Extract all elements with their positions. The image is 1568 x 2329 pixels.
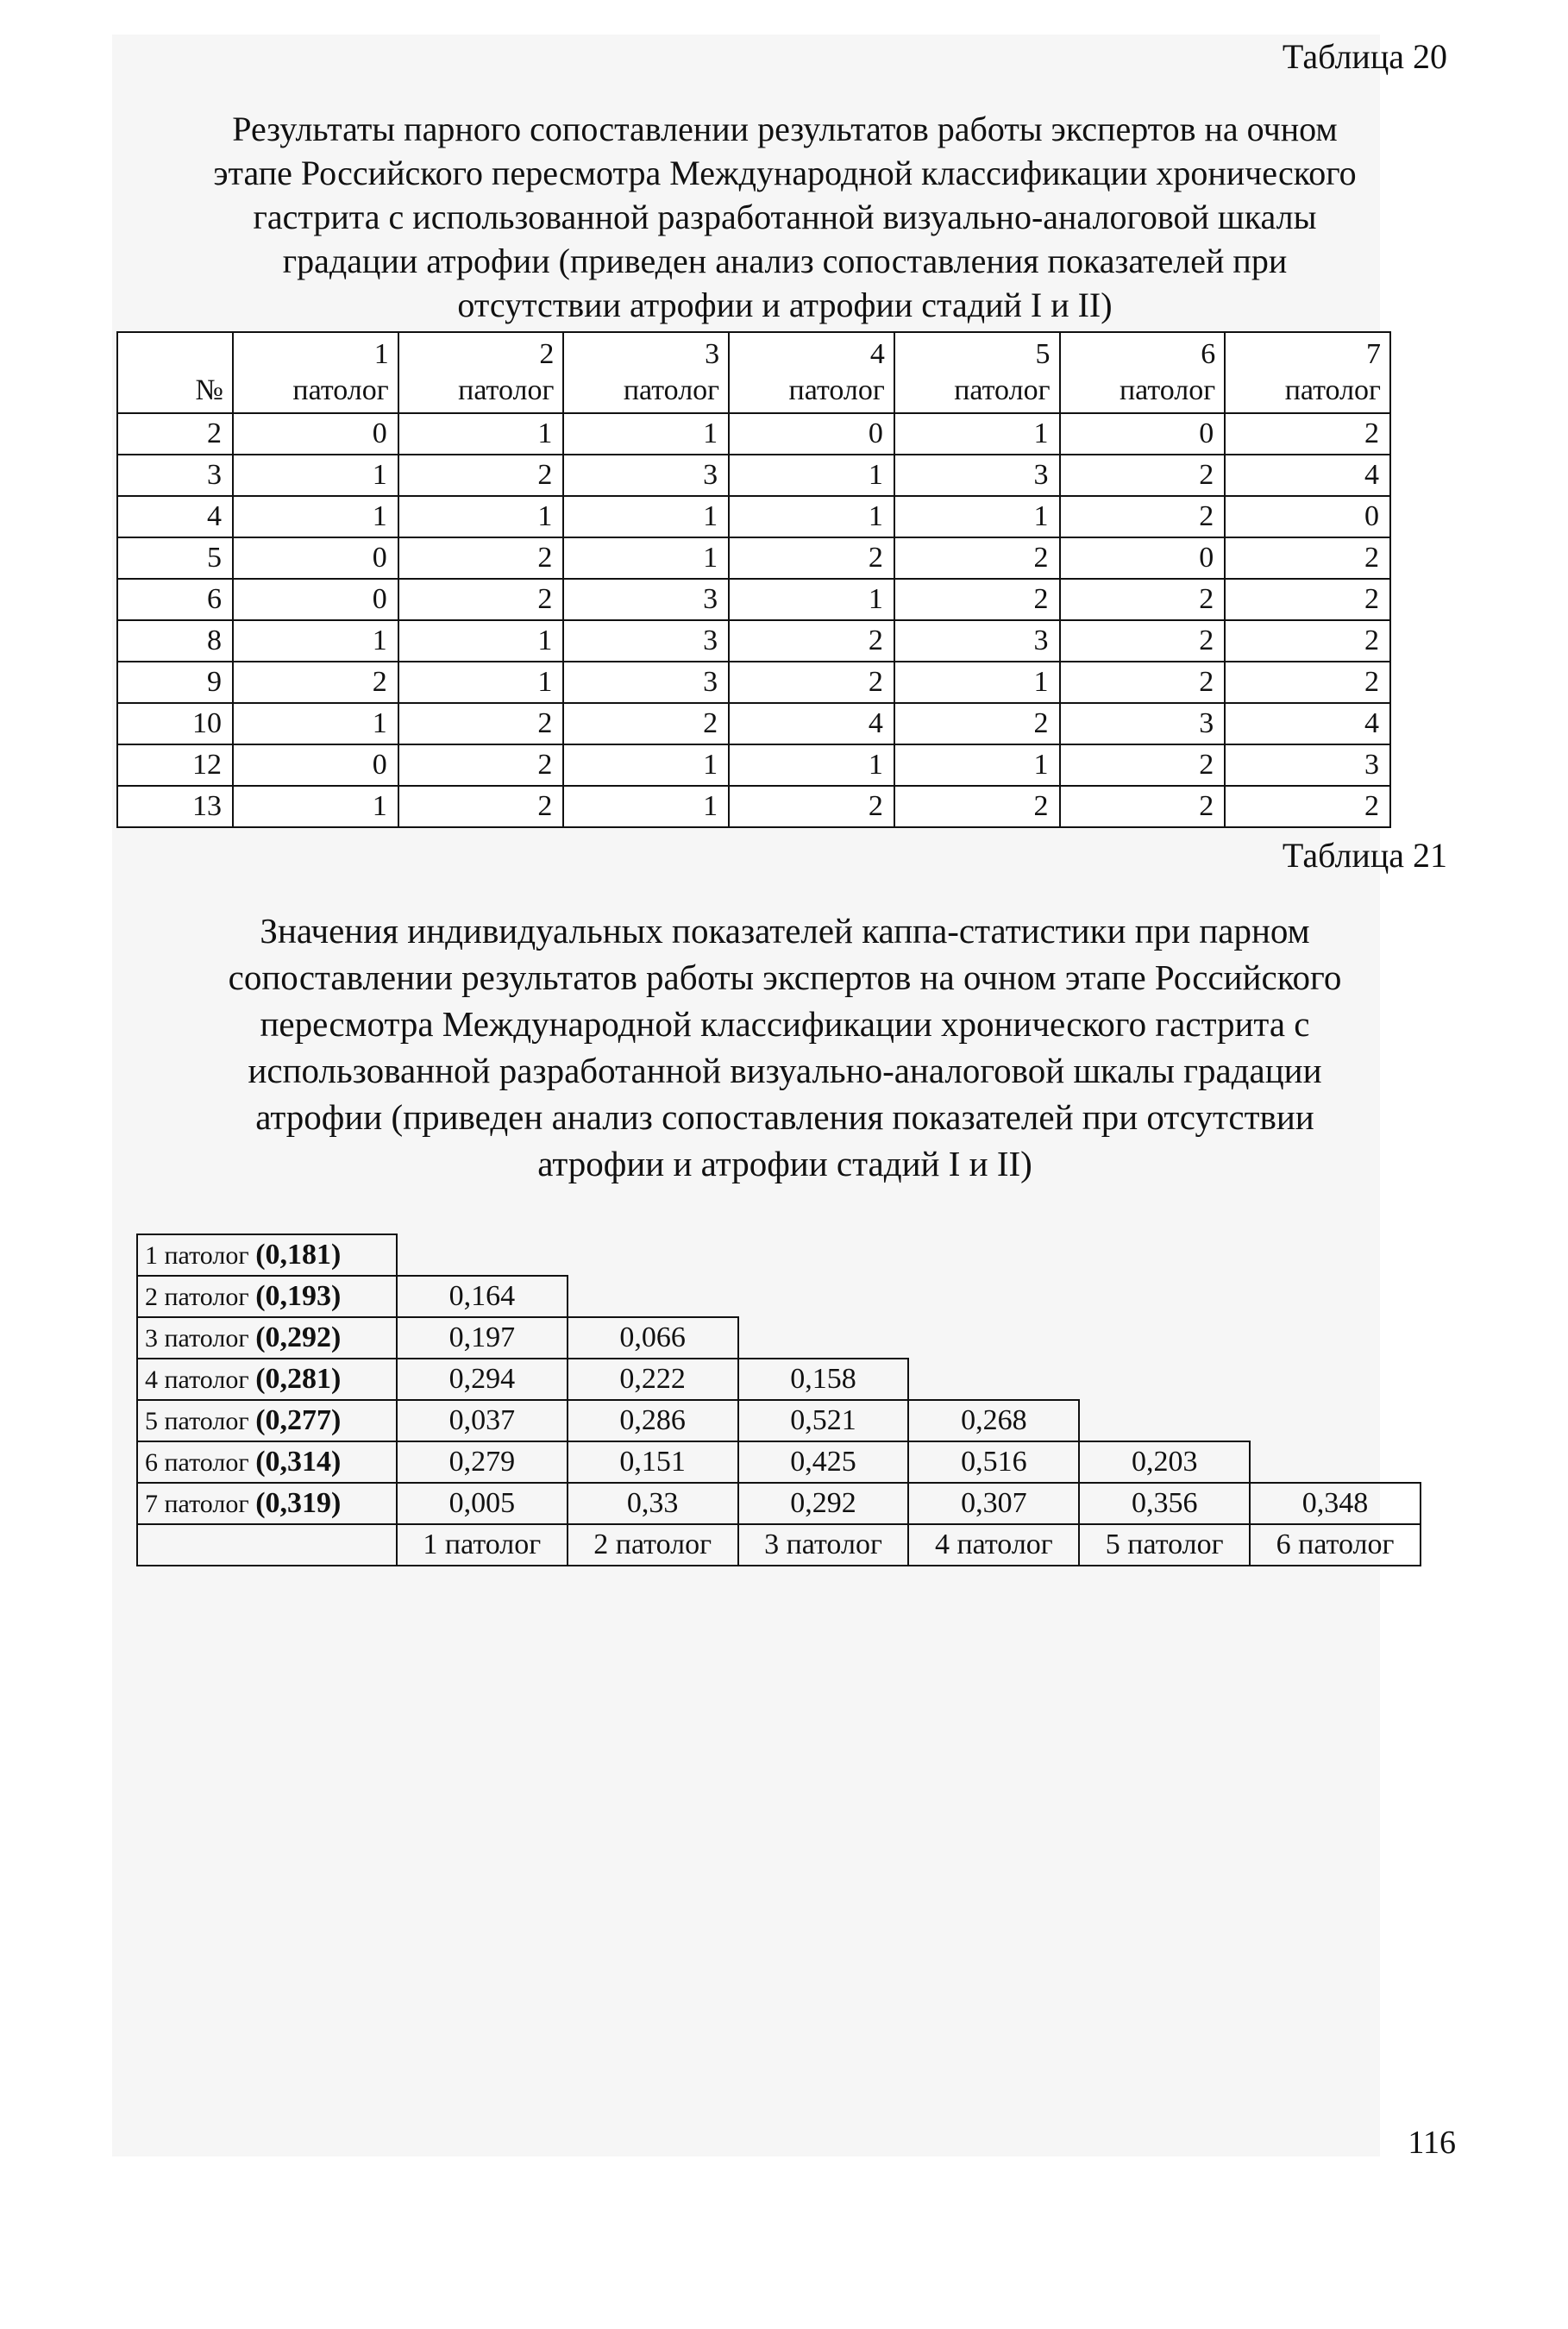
table-cell: 2: [1060, 579, 1226, 620]
empty-cell: [1250, 1317, 1421, 1359]
column-number: 1: [373, 338, 389, 370]
table-row: [117, 579, 1390, 620]
kappa-cell: 0,222: [568, 1359, 738, 1400]
pathologist-name: 2 патолог: [145, 1282, 249, 1311]
empty-cell: [908, 1359, 1079, 1400]
table-cell: 1: [729, 496, 894, 537]
kappa-cell: 0,268: [908, 1400, 1079, 1441]
pathologist-name: 3 патолог: [145, 1323, 249, 1353]
table-row: [137, 1276, 1421, 1317]
kappa-cell: 0,292: [738, 1483, 909, 1524]
table-cell: 2: [1060, 744, 1226, 786]
kappa-value: (0,181): [255, 1238, 342, 1271]
column-footer: 6 патолог: [1250, 1524, 1421, 1566]
kappa-value: (0,193): [255, 1279, 342, 1312]
table20-column-header: [398, 332, 564, 413]
table-cell: 2: [1225, 537, 1390, 579]
table-cell: 1: [729, 455, 894, 496]
table-cell: 1: [894, 496, 1060, 537]
table-cell: 1: [563, 744, 729, 786]
column-number: 5: [1035, 338, 1051, 370]
table-row: [117, 703, 1390, 744]
table-cell: 2: [1060, 455, 1226, 496]
pathologist-name: 4 патолог: [145, 1365, 249, 1394]
table-cell: 0: [729, 413, 894, 455]
row-label-cell: [137, 1276, 397, 1317]
row-label-cell: [137, 1359, 397, 1400]
table-cell: 2: [894, 579, 1060, 620]
table-cell: 4: [1225, 703, 1390, 744]
empty-cell: [1250, 1276, 1421, 1317]
pathologist-name: 6 патолог: [145, 1447, 249, 1477]
kappa-value: (0,292): [255, 1321, 342, 1353]
table-cell: 1: [563, 786, 729, 827]
table-row: [117, 496, 1390, 537]
column-title: патолог: [292, 374, 389, 406]
table-cell: 1: [894, 413, 1060, 455]
column-footer: 4 патолог: [908, 1524, 1079, 1566]
column-title: патолог: [458, 374, 555, 406]
empty-cell: [908, 1234, 1079, 1276]
table-cell: 1: [398, 662, 564, 703]
table21-caption: [129, 907, 1440, 1187]
table-row: [137, 1441, 1421, 1483]
table-cell: 1: [563, 496, 729, 537]
kappa-value: (0,314): [255, 1445, 342, 1478]
table-cell: 1: [233, 620, 398, 662]
row-label-cell: [137, 1400, 397, 1441]
table20-column-header: [894, 332, 1060, 413]
column-title: патолог: [1119, 374, 1216, 406]
table-row: [137, 1400, 1421, 1441]
table20-column-header: [1060, 332, 1226, 413]
kappa-cell: 0,164: [397, 1276, 568, 1317]
table-row: [117, 744, 1390, 786]
caption-line: градации атрофии (приведен анализ сопоставления показателей при: [282, 242, 1288, 280]
table-cell: 1: [398, 413, 564, 455]
table20-column-header: [1225, 332, 1390, 413]
row-label-cell: [137, 1317, 397, 1359]
pathologist-name: 7 патолог: [145, 1489, 249, 1518]
row-label-cell: [137, 1483, 397, 1524]
empty-cell: [568, 1234, 738, 1276]
column-footer: 3 патолог: [738, 1524, 909, 1566]
pathologist-name: 1 патолог: [145, 1240, 249, 1270]
empty-cell: [397, 1234, 568, 1276]
row-id-cell: 13: [117, 786, 233, 827]
caption-line: отсутствии атрофии и атрофии стадий I и II): [457, 286, 1113, 324]
empty-cell: [568, 1276, 738, 1317]
empty-cell: [1250, 1400, 1421, 1441]
row-id-cell: 3: [117, 455, 233, 496]
column-number: 4: [869, 338, 885, 370]
column-footer: 2 патолог: [568, 1524, 738, 1566]
table-cell: 2: [233, 662, 398, 703]
table-cell: 2: [1060, 786, 1226, 827]
kappa-cell: 0,33: [568, 1483, 738, 1524]
row-label-cell: [137, 1441, 397, 1483]
table-cell: 2: [1225, 579, 1390, 620]
table-cell: 0: [1060, 413, 1226, 455]
table-cell: 3: [563, 455, 729, 496]
kappa-cell: 0,203: [1079, 1441, 1250, 1483]
empty-cell: [908, 1276, 1079, 1317]
table20-label: Таблица 20: [1282, 37, 1447, 76]
kappa-cell: 0,279: [397, 1441, 568, 1483]
empty-cell: [738, 1276, 909, 1317]
table-cell: 3: [1225, 744, 1390, 786]
table-cell: 2: [398, 455, 564, 496]
table-cell: 2: [1060, 620, 1226, 662]
empty-cell: [1250, 1359, 1421, 1400]
kappa-cell: 0,158: [738, 1359, 909, 1400]
empty-cell: [1250, 1234, 1421, 1276]
row-id-cell: 8: [117, 620, 233, 662]
kappa-cell: 0,151: [568, 1441, 738, 1483]
caption-line: пересмотра Международной классификации хронического гастрита с: [260, 1004, 1310, 1044]
table-cell: 3: [894, 455, 1060, 496]
table20-column-header: [233, 332, 398, 413]
row-id-cell: 9: [117, 662, 233, 703]
table-cell: 4: [1225, 455, 1390, 496]
empty-cell: [1079, 1400, 1250, 1441]
caption-line: атрофии (приведен анализ сопоставления показателей при отсутствии: [255, 1097, 1314, 1137]
table21-footer-row: [137, 1524, 1421, 1566]
table-cell: 2: [398, 703, 564, 744]
row-label-cell: [137, 1234, 397, 1276]
table-cell: 2: [729, 537, 894, 579]
column-number: 3: [705, 338, 720, 370]
table-cell: 2: [1060, 662, 1226, 703]
table-cell: 2: [894, 703, 1060, 744]
row-id-cell: 10: [117, 703, 233, 744]
column-footer: 5 патолог: [1079, 1524, 1250, 1566]
table-cell: 0: [233, 744, 398, 786]
row-id-cell: 2: [117, 413, 233, 455]
table-cell: 1: [233, 455, 398, 496]
table-cell: 1: [233, 786, 398, 827]
kappa-value: (0,281): [255, 1362, 342, 1395]
table-cell: 3: [563, 620, 729, 662]
kappa-cell: 0,521: [738, 1400, 909, 1441]
table20-column-header: [729, 332, 894, 413]
table-cell: 1: [729, 579, 894, 620]
table-cell: 1: [398, 620, 564, 662]
kappa-cell: 0,356: [1079, 1483, 1250, 1524]
table-cell: 2: [398, 786, 564, 827]
table-cell: 2: [729, 662, 894, 703]
table-cell: 2: [894, 537, 1060, 579]
caption-line: Результаты парного сопоставлении результатов работы экспертов на очном: [232, 110, 1338, 148]
kappa-cell: 0,348: [1250, 1483, 1421, 1524]
column-number: 6: [1201, 338, 1216, 370]
table-row: [117, 620, 1390, 662]
table-cell: 3: [1060, 703, 1226, 744]
table20-corner-cell: [117, 332, 233, 413]
table-cell: 1: [233, 496, 398, 537]
table-cell: 0: [233, 579, 398, 620]
table-cell: 2: [563, 703, 729, 744]
caption-line: использованной разработанной визуально-аналоговой шкалы градации: [248, 1051, 1322, 1090]
kappa-cell: 0,005: [397, 1483, 568, 1524]
column-number: 2: [539, 338, 555, 370]
table-row: [117, 413, 1390, 455]
empty-cell: [1079, 1359, 1250, 1400]
row-id-cell: 5: [117, 537, 233, 579]
column-number: 7: [1366, 338, 1381, 370]
empty-cell: [908, 1317, 1079, 1359]
empty-cell: [1079, 1276, 1250, 1317]
table-cell: 2: [398, 537, 564, 579]
table-cell: 0: [1225, 496, 1390, 537]
table-row: [137, 1359, 1421, 1400]
table-cell: 3: [563, 662, 729, 703]
empty-cell: [1250, 1441, 1421, 1483]
table-row: [137, 1317, 1421, 1359]
caption-line: этапе Российского пересмотра Международной классификации хронического: [213, 154, 1357, 192]
table-cell: 0: [233, 413, 398, 455]
kappa-cell: 0,066: [568, 1317, 738, 1359]
table20-caption: [103, 107, 1466, 327]
table-cell: 0: [233, 537, 398, 579]
table-cell: 1: [729, 744, 894, 786]
row-id-cell: 6: [117, 579, 233, 620]
page-number: 116: [1408, 2125, 1456, 2161]
caption-line: атрофии и атрофии стадий I и II): [537, 1144, 1032, 1183]
row-id-cell: 12: [117, 744, 233, 786]
table-row: [117, 537, 1390, 579]
table21: [136, 1234, 1421, 1566]
table-cell: 4: [729, 703, 894, 744]
table-cell: 2: [894, 786, 1060, 827]
table-cell: 2: [729, 786, 894, 827]
empty-cell: [738, 1317, 909, 1359]
caption-line: Значения индивидуальных показателей каппа-статистики при парном: [260, 911, 1310, 951]
footer-corner-cell: [137, 1524, 397, 1566]
table-row: [137, 1483, 1421, 1524]
kappa-cell: 0,197: [397, 1317, 568, 1359]
table-cell: 2: [1225, 413, 1390, 455]
table-row: [137, 1234, 1421, 1276]
table-cell: 2: [1060, 496, 1226, 537]
kappa-value: (0,277): [255, 1403, 342, 1436]
row-id-cell: 4: [117, 496, 233, 537]
table-cell: 1: [563, 413, 729, 455]
table-cell: 3: [894, 620, 1060, 662]
column-title: патолог: [1284, 374, 1381, 406]
table-cell: 2: [1225, 620, 1390, 662]
table20: [116, 331, 1391, 828]
table-cell: 2: [1225, 786, 1390, 827]
caption-line: гастрита с использованной разработанной визуально-аналоговой шкалы: [253, 198, 1317, 236]
kappa-cell: 0,516: [908, 1441, 1079, 1483]
corner-label: №: [195, 374, 223, 406]
table-cell: 2: [398, 579, 564, 620]
table20-header-row: [117, 332, 1390, 413]
table21-label: Таблица 21: [1282, 836, 1447, 875]
table-row: [117, 662, 1390, 703]
kappa-cell: 0,286: [568, 1400, 738, 1441]
table-cell: 3: [563, 579, 729, 620]
table-cell: 1: [233, 703, 398, 744]
kappa-cell: 0,307: [908, 1483, 1079, 1524]
table-cell: 2: [729, 620, 894, 662]
caption-line: сопоставлении результатов работы экспертов на очном этапе Российского: [228, 957, 1342, 997]
table20-column-header: [563, 332, 729, 413]
table-cell: 0: [1060, 537, 1226, 579]
table-row: [117, 455, 1390, 496]
table-cell: 1: [398, 496, 564, 537]
column-title: патолог: [788, 374, 885, 406]
column-title: патолог: [954, 374, 1051, 406]
kappa-cell: 0,425: [738, 1441, 909, 1483]
empty-cell: [1079, 1234, 1250, 1276]
table-cell: 1: [894, 744, 1060, 786]
kappa-cell: 0,294: [397, 1359, 568, 1400]
kappa-cell: 0,037: [397, 1400, 568, 1441]
kappa-value: (0,319): [255, 1486, 342, 1519]
column-title: патолог: [623, 374, 720, 406]
table-cell: 2: [398, 744, 564, 786]
column-footer: 1 патолог: [397, 1524, 568, 1566]
table-cell: 1: [563, 537, 729, 579]
empty-cell: [1079, 1317, 1250, 1359]
table-cell: 2: [1225, 662, 1390, 703]
empty-cell: [738, 1234, 909, 1276]
table-cell: 1: [894, 662, 1060, 703]
pathologist-name: 5 патолог: [145, 1406, 249, 1435]
table-row: [117, 786, 1390, 827]
